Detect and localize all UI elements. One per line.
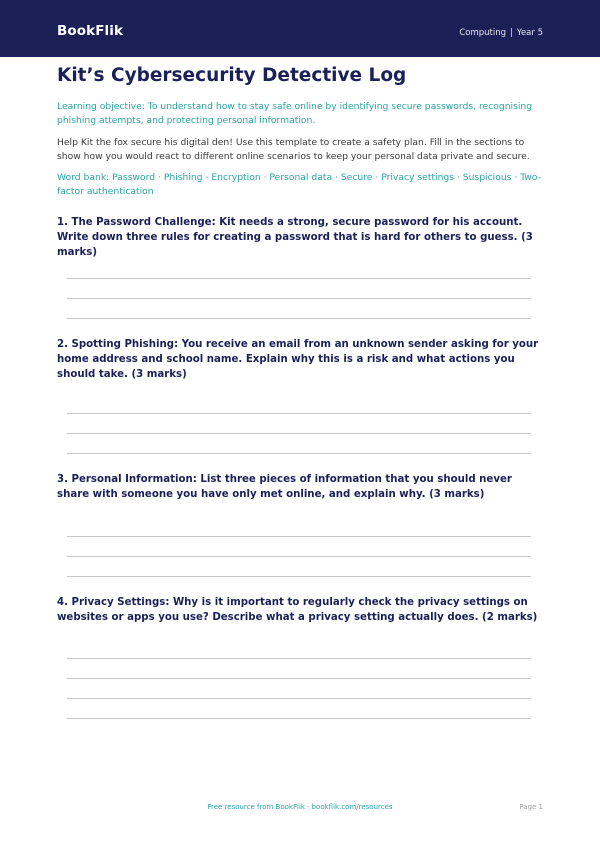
answer-line-2-2[interactable]: [67, 433, 531, 434]
question-3: 3. Personal Information: List three pieces of information that you should never share with someone you have only met online, and explain why. (3 marks): [57, 474, 512, 500]
answer-line-3-1[interactable]: [67, 536, 531, 537]
question-4: 4. Privacy Settings: Why is it important to regularly check the privacy settings on websites or apps you use? Describe what a privacy setting actually does. (2 marks): [57, 597, 538, 623]
learning-objective: Learning objective: To understand how to stay safe online by identifying secure passwords, recognising phishing attempts, and protecting personal information.: [57, 101, 533, 126]
answer-line-4-3[interactable]: [67, 698, 531, 699]
answer-line-3-2[interactable]: [67, 556, 531, 557]
year-label: Year 5: [516, 28, 543, 38]
page-title: Kit’s Cybersecurity Detective Log: [57, 65, 407, 86]
question-2: 2. Spotting Phishing: You receive an email from an unknown sender asking for your home address and school name. Explain why this is a risk and what actions you should take. (3 marks): [57, 339, 539, 380]
header-separator: |: [510, 28, 513, 38]
page-number: Page 1: [519, 803, 543, 811]
subject-label: Computing: [459, 28, 507, 38]
answer-line-4-2[interactable]: [67, 678, 531, 679]
answer-line-1-1[interactable]: [67, 278, 531, 279]
brand-logo: BookFlik: [57, 23, 124, 39]
answer-line-1-2[interactable]: [67, 298, 531, 299]
footer-credit: Free resource from BookFlik · bookflik.com/resources: [207, 803, 393, 811]
word-bank: Word bank: Password · Phishing · Encryption · Personal data · Secure · Privacy settings · Suspicious · Two-factor authentication: [57, 172, 541, 197]
intro-section: [57, 64, 543, 198]
header-bar: [0, 0, 600, 57]
answer-line-1-3[interactable]: [67, 318, 531, 319]
answer-line-4-1[interactable]: [67, 658, 531, 659]
answer-line-4-4[interactable]: [67, 718, 531, 719]
answer-line-3-3[interactable]: [67, 576, 531, 577]
question-1: 1. The Password Challenge: Kit needs a strong, secure password for his account. Write down three rules for creating a password that is hard for others to guess. (3 marks): [57, 217, 533, 258]
answer-line-2-3[interactable]: [67, 453, 531, 454]
header-meta: [459, 28, 543, 38]
intro-text: Help Kit the fox secure his digital den! Use this template to create a safety plan. Fill in the sections to show how you would react to different online scenarios to keep your personal data private and secure.: [57, 137, 530, 162]
answer-line-2-1[interactable]: [67, 413, 531, 414]
